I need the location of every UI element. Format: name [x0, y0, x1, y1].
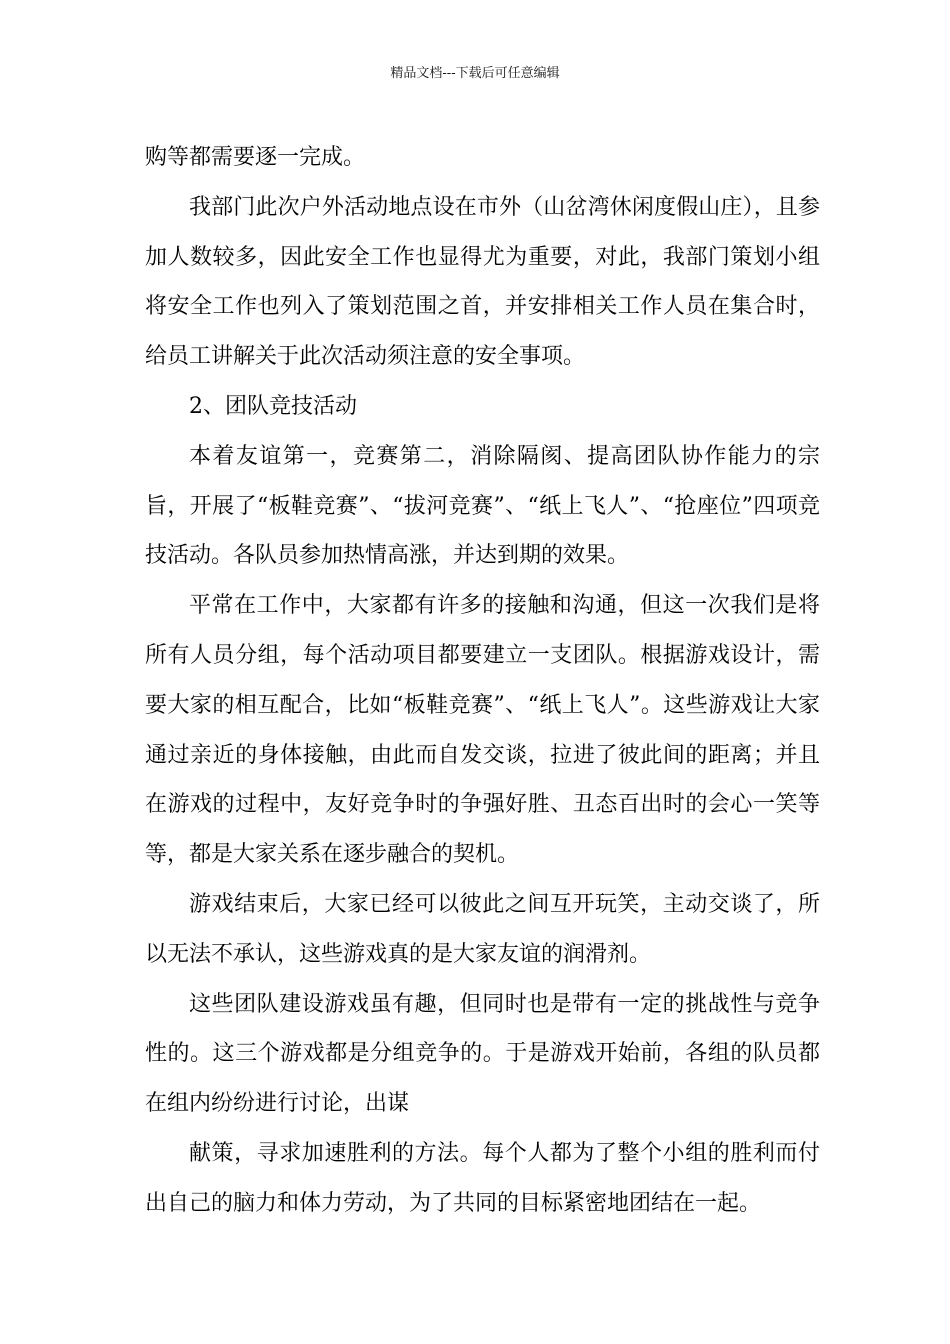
paragraph-7: 献策，寻求加速胜利的方法。每个人都为了整个小组的胜利而付出自己的脑力和体力劳动，为了共同的目标紧密地团结在一起。 — [145, 1140, 820, 1216]
section-heading: 2、团队竞技活动 — [189, 393, 357, 419]
paragraph-5: 游戏结束后，大家已经可以彼此之间互开玩笑，主动交谈了，所以无法不承认，这些游戏真的是大家友谊的润滑剂。 — [145, 891, 820, 967]
paragraph-3: 本着友谊第一，竞赛第二，消除隔阂、提高团队协作能力的宗旨，开展了“板鞋竞赛”、“拔河竞赛”、“纸上飞人”、“抢座位”四项竞技活动。各队员参加热情高涨，并达到期的效果。 — [145, 443, 820, 569]
document-body — [145, 133, 820, 1229]
paragraph-1: 购等都需要逐一完成。 — [145, 145, 366, 170]
paragraph-4: 平常在工作中，大家都有许多的接触和沟通，但这一次我们是将所有人员分组，每个活动项目都要建立一支团队。根据游戏设计，需要大家的相互配合，比如“板鞋竞赛”、“纸上飞人”。这些游戏让大家通过亲近的身体接触，由此而自发交谈，拉进了彼此间的距离；并且在游戏的过程中，友好竞争时的争强好胜、丑态百出时的会心一笑等等，都是大家关系在逐步融合的契机。 — [145, 593, 820, 868]
paragraph-6: 这些团队建设游戏虽有趣，但同时也是带有一定的挑战性与竞争性的。这三个游戏都是分组竞争的。于是游戏开始前，各组的队员都在组内纷纷进行讨论，出谋 — [145, 991, 820, 1117]
page-header: 精品文档---下载后可任意编辑 — [390, 66, 560, 81]
paragraph-2: 我部门此次户外活动地点设在市外（山岔湾休闲度假山庄），且参加人数较多，因此安全工作也显得尤为重要，对此，我部门策划小组将安全工作也列入了策划范围之首，并安排相关工作人员在集合时，给员工讲解关于此次活动须注意的安全事项。 — [145, 194, 820, 370]
